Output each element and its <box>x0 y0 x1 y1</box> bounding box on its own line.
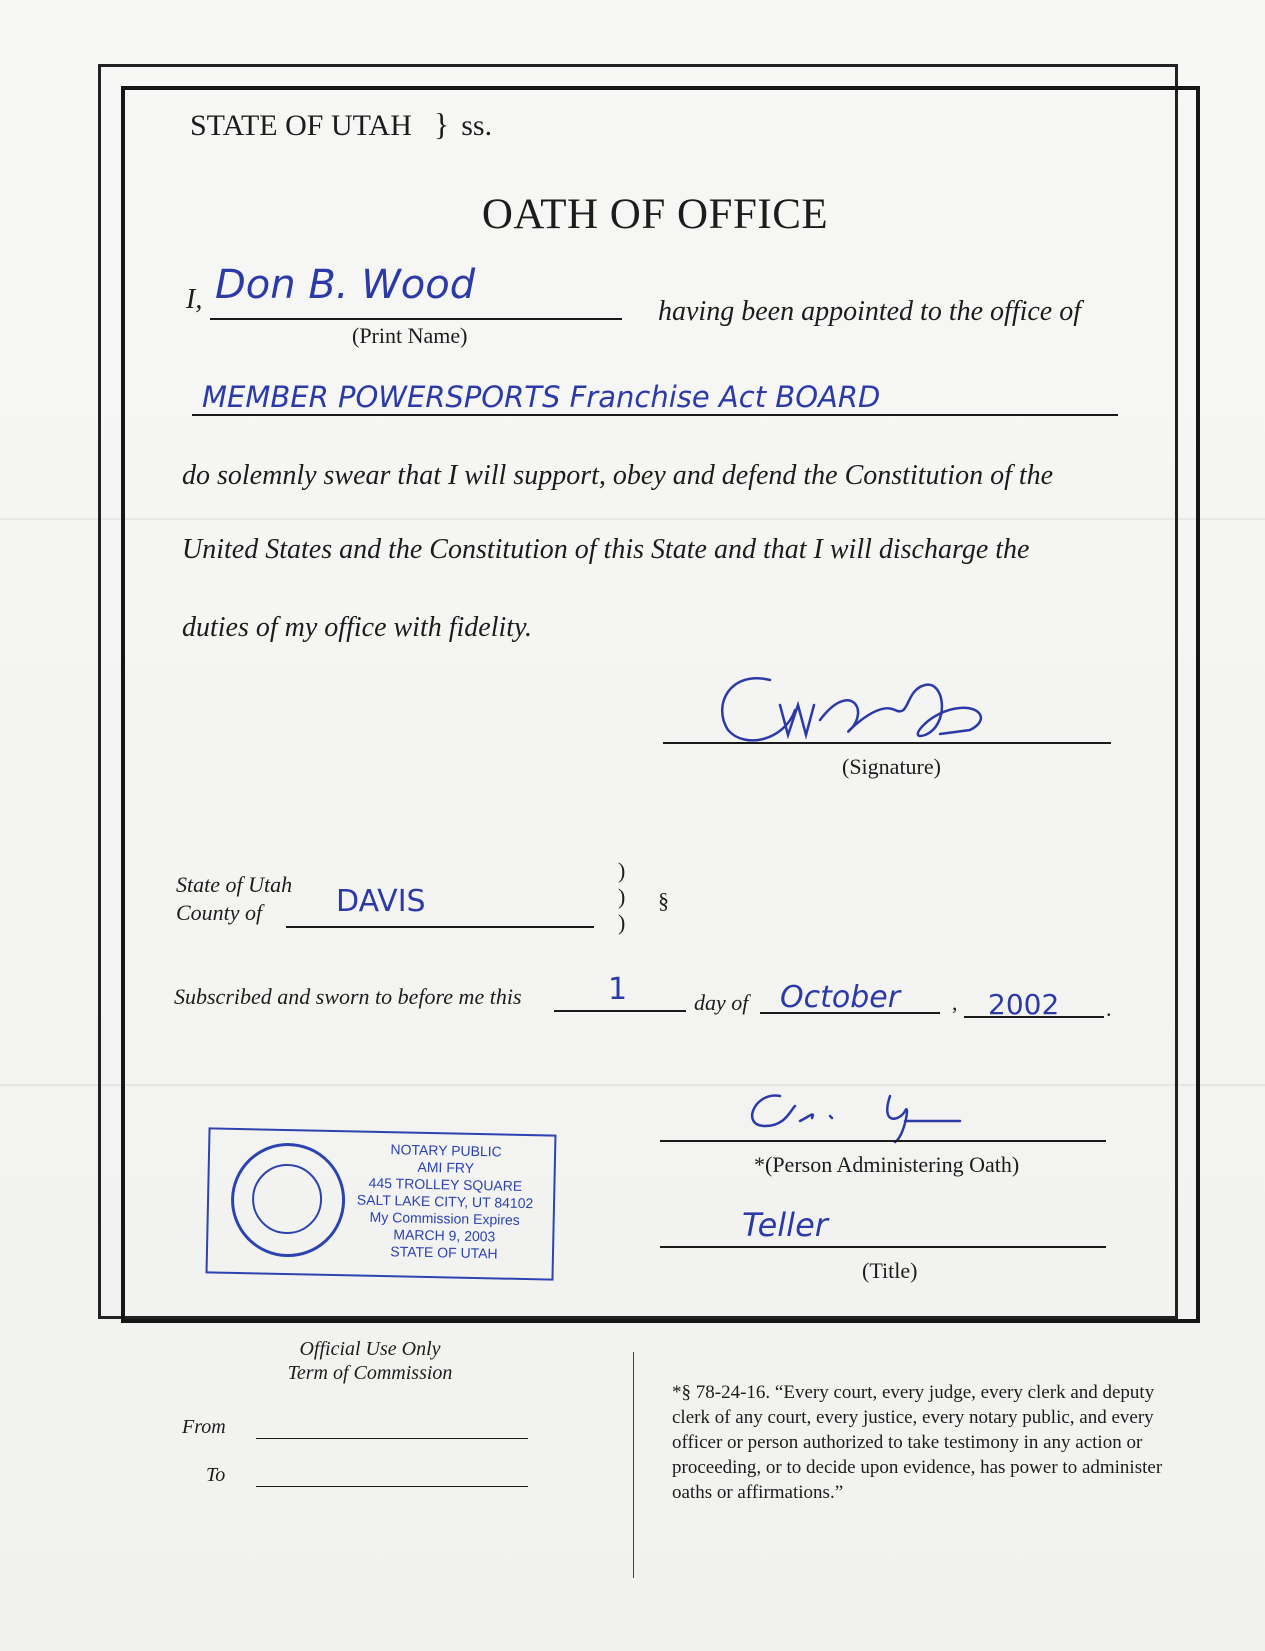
statute-text: *§ 78-24-16. “Every court, every judge, every clerk and deputy clerk of any court, every justice, every notary public, and every officer or person authorized to take testimony in any action or proceeding, or to decide upon evidence, has power to administer oaths or affirmations.” <box>672 1382 1163 1503</box>
name-line <box>210 318 622 320</box>
i-prefix: I, <box>186 284 203 315</box>
county-line <box>286 926 594 928</box>
stamp-line: MARCH 9, 2003 <box>393 1226 496 1245</box>
paren: ) <box>618 858 626 883</box>
day-line <box>554 1010 686 1012</box>
paren: ) <box>618 910 626 935</box>
name-handwritten: Don B. Wood <box>215 262 476 308</box>
page-title: OATH OF OFFICE <box>481 191 829 238</box>
seal-inner-ring <box>251 1163 322 1234</box>
oath-line-3: duties of my office with fidelity. <box>182 612 532 643</box>
ss-label: ss. <box>461 109 493 142</box>
brace: } <box>433 106 450 142</box>
signature-label: (Signature) <box>842 754 941 779</box>
subscribed-text: Subscribed and sworn to before me this <box>174 984 522 1009</box>
county-handwritten: DAVIS <box>336 884 426 919</box>
office-line <box>192 414 1118 416</box>
official-use-label: Official Use Only <box>299 1338 441 1360</box>
office-handwritten: MEMBER POWERSPORTS Franchise Act BOARD <box>202 380 881 414</box>
period: . <box>1106 996 1112 1021</box>
stamp-line: SALT LAKE CITY, UT 84102 <box>356 1191 534 1212</box>
print-name-label: (Print Name) <box>352 323 468 348</box>
from-line <box>256 1438 528 1439</box>
paren: ) <box>618 884 626 909</box>
term-of-commission-label: Term of Commission <box>287 1362 453 1384</box>
title-handwritten: Teller <box>742 1206 828 1244</box>
oath-line-2: United States and the Constitution of this State and that I will discharge the <box>182 534 1030 565</box>
administrator-line <box>660 1140 1106 1142</box>
appointed-text: having been appointed to the office of <box>658 296 1082 327</box>
administrator-label: *(Person Administering Oath) <box>754 1152 1020 1177</box>
stamp-line: AMI FRY <box>417 1158 475 1176</box>
day-handwritten: 1 <box>608 972 628 1007</box>
administrator-signature-image <box>730 1076 990 1146</box>
oath-line-1: do solemnly swear that I will support, obey and defend the Constitution of the <box>182 460 1054 491</box>
to-label: To <box>206 1464 226 1486</box>
title-label: (Title) <box>862 1258 918 1283</box>
venue-county-label: County of <box>176 900 263 925</box>
day-of-label: day of <box>694 990 749 1015</box>
notary-stamp <box>206 1127 557 1280</box>
state-name: STATE OF UTAH <box>190 109 412 142</box>
title-line <box>660 1246 1106 1248</box>
stamp-text <box>338 1140 552 1263</box>
stamp-line: 445 TROLLEY SQUARE <box>368 1174 523 1194</box>
footer-divider <box>633 1352 634 1578</box>
to-line <box>256 1486 528 1487</box>
stamp-line: My Commission Expires <box>369 1208 520 1228</box>
state-seal <box>230 1142 346 1258</box>
month-handwritten: October <box>780 980 901 1015</box>
comma: , <box>952 990 958 1015</box>
year-line <box>964 1016 1104 1018</box>
signature-image <box>700 650 1000 750</box>
from-label: From <box>182 1416 226 1438</box>
venue-state-label: State of Utah <box>176 872 293 897</box>
month-line <box>760 1012 940 1014</box>
signature-line <box>663 742 1111 744</box>
year-handwritten: 2002 <box>988 988 1060 1021</box>
state-heading <box>190 106 492 143</box>
section-symbol: § <box>658 888 669 913</box>
stamp-line: NOTARY PUBLIC <box>390 1141 502 1160</box>
stamp-line: STATE OF UTAH <box>390 1243 498 1262</box>
